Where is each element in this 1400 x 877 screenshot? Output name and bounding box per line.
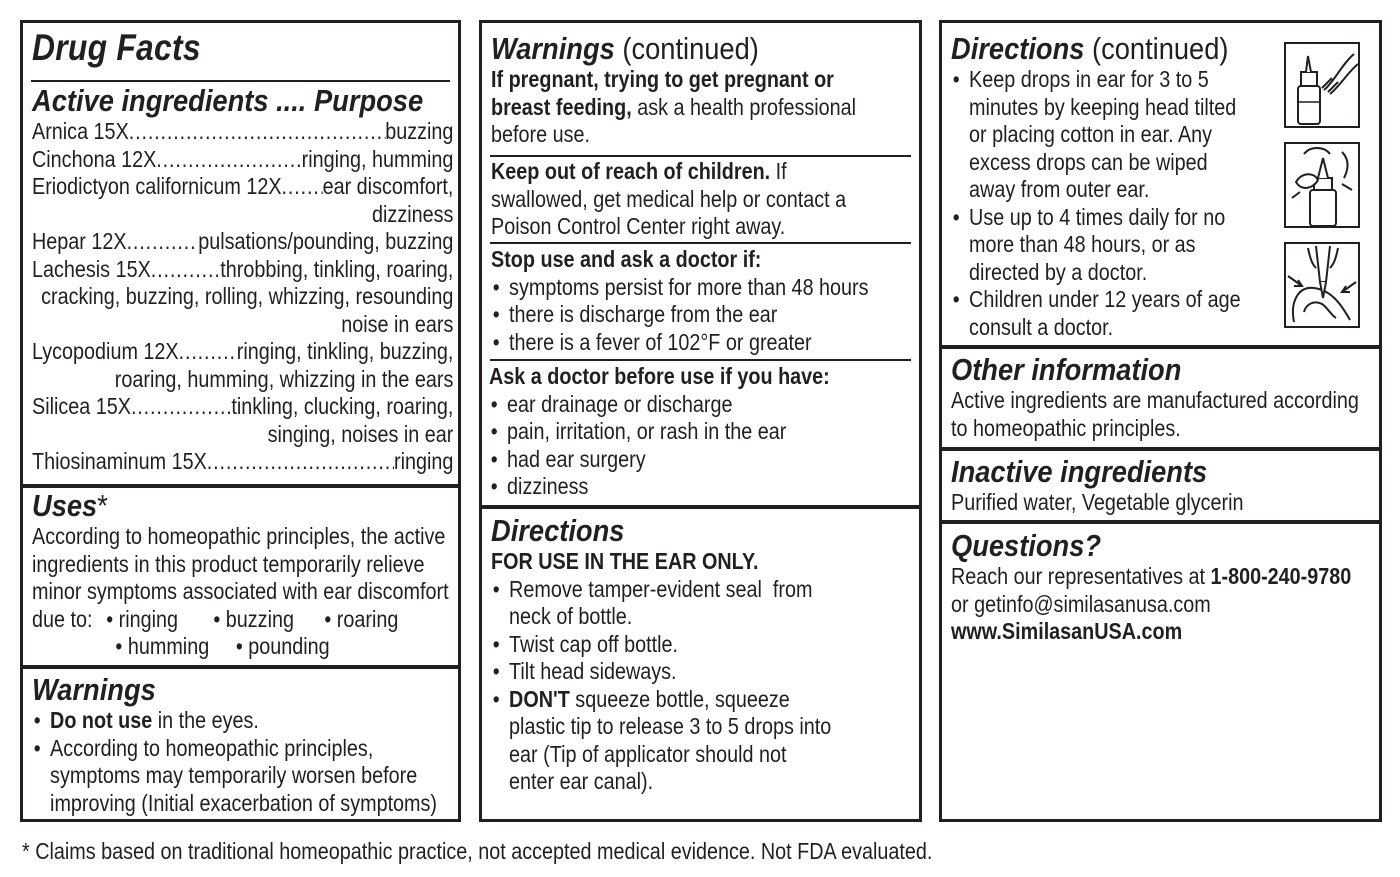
questions-section: Questions? Reach our representatives at 1-800-240-9780 or getinfo@similasanusa.com www.SimilasanUSA.com [951, 528, 1352, 644]
website-link[interactable]: www.SimilasanUSA.com [951, 618, 1183, 644]
list-item: • Use up to 4 times daily for no more than 48 hours, or as directed by a doctor. [951, 204, 1319, 287]
active-ingredients-heading: Active ingredients .... Purpose [32, 83, 424, 118]
ingredient-row [32, 393, 453, 421]
list-item: • there is a fever of 102°F or greater [491, 329, 859, 357]
drug-facts-title: Drug Facts [32, 27, 201, 68]
other-information-heading: Other information [951, 352, 1182, 387]
list-item: • Tilt head sideways. [491, 658, 859, 686]
warnings-list [32, 707, 438, 817]
directions-heading: Directions [491, 513, 625, 548]
drug-facts-column-1 [20, 20, 461, 822]
stop-use-list [491, 273, 869, 357]
stop-use-heading: Stop use and ask a doctor if: [491, 246, 762, 272]
drug-facts-column-3 [939, 20, 1382, 822]
ingredient-purpose: ringing, tinkling, buzzing, [236, 338, 454, 364]
uses-item: • roaring [324, 605, 399, 632]
ask-doctor-heading: Ask a doctor before use if you have: [489, 363, 830, 389]
leader-dots [179, 338, 237, 366]
section-divider [482, 505, 919, 509]
ingredient-purpose-continued: cracking, buzzing, rolling, whizzing, resounding [41, 283, 454, 309]
list-item: • dizziness [489, 473, 859, 501]
list-item: • According to homeopathic principles, symptoms may temporarily worsen before improving (Initial exacerbation of symptoms) [32, 735, 398, 818]
ingredient-row [32, 118, 453, 146]
leader-dots [129, 118, 385, 146]
list-item: • Twist cap off bottle. [491, 631, 859, 659]
warnings-continued-section [491, 32, 919, 149]
leader-dots [151, 256, 221, 284]
directions-continued-heading: Directions (continued) [951, 31, 1229, 66]
section-divider [942, 345, 1379, 349]
leader-dots [207, 448, 394, 476]
uses-heading: Uses* [32, 488, 108, 523]
list-item: • Keep drops in ear for 3 to 5 minutes by keeping head tilted or placing cotton in ear. Any excess drops can be wiped away from outer ear. [951, 66, 1319, 204]
ingredient-name: Arnica 15X [32, 118, 129, 144]
ingredient-row [32, 256, 453, 284]
warnings-continued-heading: Warnings (continued) [491, 31, 759, 66]
ask-doctor-list [489, 391, 859, 501]
ingredient-purpose: ringing [394, 448, 454, 474]
footnote: * Claims based on traditional homeopathic practice, not accepted medical evidence. Not FDA evaluated. [22, 838, 933, 864]
list-item: • had ear surgery [489, 446, 859, 474]
drug-facts-column-2 [479, 20, 922, 822]
active-ingredients-section [32, 84, 458, 476]
uses-due-to: due to: [32, 605, 93, 632]
list-item: • ear drainage or discharge [489, 391, 859, 419]
inactive-ingredients-section: Inactive ingredients Purified water, Vegetable glycerin [951, 455, 1379, 517]
ingredient-row [32, 228, 453, 256]
ask-doctor-section [489, 363, 919, 501]
pregnancy-warning: If pregnant, trying to get pregnant or breast feeding, ask a health professional before use. [491, 66, 857, 147]
ingredient-row [32, 338, 453, 366]
list-item: • Children under 12 years of age consult a doctor. [951, 286, 1319, 341]
ingredient-name: Silicea 15X [32, 393, 131, 419]
directions-section [491, 514, 919, 796]
stop-use-section [491, 246, 919, 356]
keep-out-section: Keep out of reach of children. If swallowed, get medical help or contact a Poison Control Center right away. [491, 158, 847, 239]
uses-item: • pounding [235, 633, 330, 659]
ingredient-row [32, 448, 453, 476]
section-divider [23, 665, 458, 669]
ingredient-name: Lycopodium 12X [32, 338, 179, 364]
questions-heading: Questions? [951, 528, 1102, 563]
list-item: • Do not use in the eyes. [32, 707, 398, 735]
ingredient-purpose: buzzing [385, 118, 454, 144]
ingredient-name: Hepar 12X [32, 228, 127, 254]
list-item: • DON'T squeeze bottle, squeeze plastic tip to release 3 to 5 drops into ear (Tip of applicator should not enter ear canal). [491, 686, 859, 796]
section-divider [942, 447, 1379, 451]
leader-dots [282, 173, 323, 201]
leader-dots [156, 146, 301, 174]
ingredient-row [32, 146, 453, 174]
ingredient-purpose-continued: dizziness [372, 200, 454, 227]
uses-asterisk: * [97, 488, 108, 523]
ingredient-purpose: throbbing, tinkling, roaring, [220, 255, 454, 282]
directions-continued-list [951, 66, 1319, 341]
uses-item: • ringing [106, 605, 179, 632]
ingredient-name: Lachesis 15X [32, 255, 151, 282]
ingredient-name: Thiosinaminum 15X [32, 448, 207, 474]
ear-drops-illustration [1284, 242, 1360, 328]
section-rule [490, 242, 911, 244]
section-rule [490, 155, 911, 157]
ingredient-purpose-continued: roaring, humming, whizzing in the ears [114, 365, 454, 392]
leader-dots [131, 393, 231, 421]
twist-cap-illustration [1284, 142, 1360, 228]
ingredient-name: Eriodictyon californicum 12X [32, 173, 282, 199]
inactive-ingredients-heading: Inactive ingredients [951, 454, 1208, 489]
ingredient-purpose: ringing, humming [301, 145, 454, 172]
ingredient-purpose-continued: noise in ears [341, 310, 454, 337]
list-item: • there is discharge from the ear [491, 301, 859, 329]
uses-item: • humming [115, 633, 210, 659]
warnings-section [32, 673, 458, 817]
uses-text: According to homeopathic principles, the active ingredients in this product temporarily relieve minor symptoms associated with ear discomfort due to: • ringing • buzzing • roaring • humming • pounding [32, 523, 449, 659]
list-item: • Remove tamper-evident seal from neck of bottle. [491, 576, 859, 631]
list-item: • symptoms persist for more than 48 hours [491, 274, 859, 302]
directions-subheading: FOR USE IN THE EAR ONLY. [491, 548, 759, 574]
uses-item: • buzzing [213, 605, 294, 632]
leader-dots [127, 228, 199, 256]
ingredient-list [32, 118, 454, 476]
section-rule [490, 359, 911, 361]
ingredient-row [32, 173, 453, 201]
list-item: • pain, irritation, or rash in the ear [489, 418, 859, 446]
warnings-heading: Warnings [32, 672, 156, 707]
ingredient-purpose: pulsations/pounding, buzzing [198, 228, 454, 254]
dropper-bottle-illustration [1284, 42, 1360, 128]
phone-number[interactable]: 1-800-240-9780 [1210, 563, 1352, 589]
ingredient-purpose: tinkling, clucking, roaring, [231, 393, 454, 419]
section-divider [942, 520, 1379, 524]
ingredient-purpose-continued: singing, noises in ear [267, 420, 454, 447]
ingredient-purpose: ear discomfort, [322, 173, 454, 199]
other-information-section: Other information Active ingredients are manufactured according to homeopathic principles. [951, 352, 1359, 441]
email-address[interactable]: or getinfo@similasanusa.com [951, 590, 1211, 617]
title-rule [31, 80, 450, 82]
uses-section [32, 489, 458, 661]
directions-list [491, 576, 859, 796]
ingredient-name: Cinchona 12X [32, 145, 157, 172]
